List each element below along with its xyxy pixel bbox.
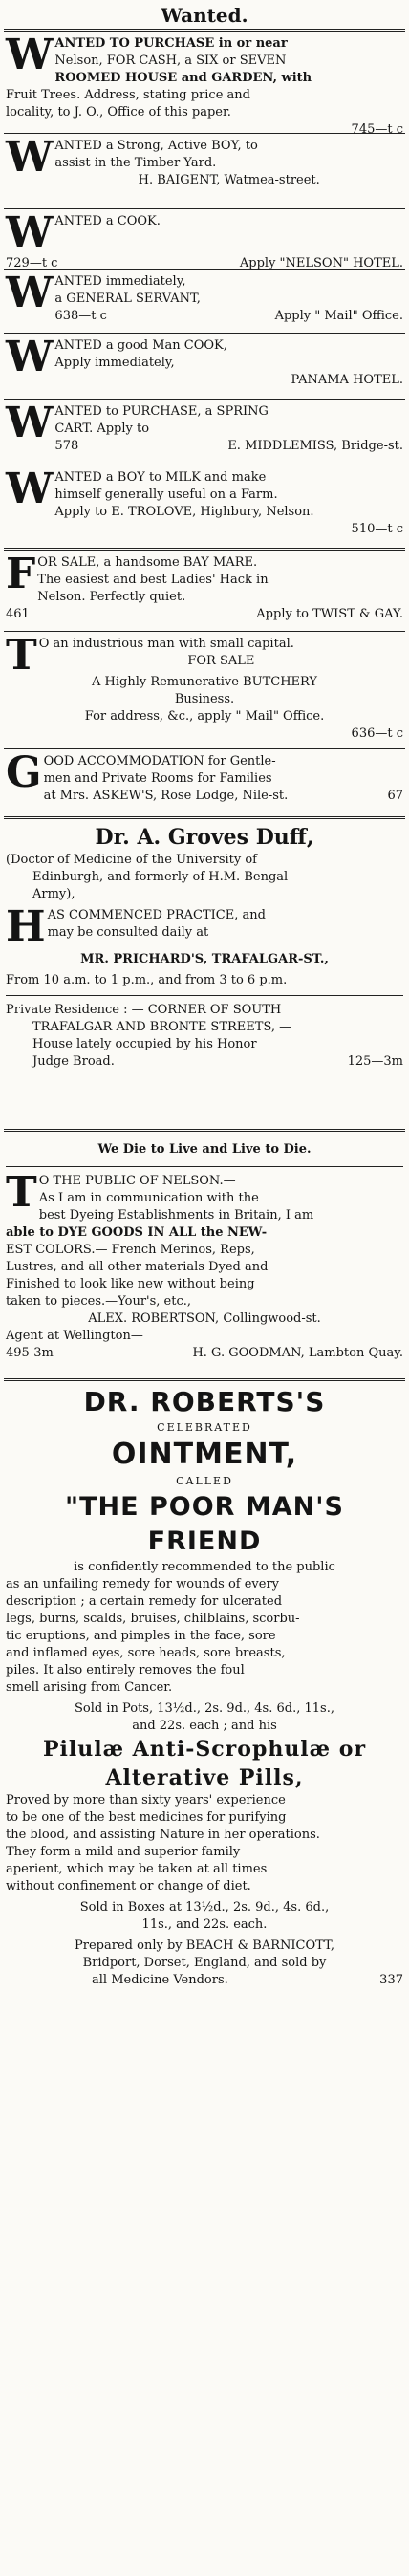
ad-doctor-duff xyxy=(0,819,409,1129)
banner-pilulae: Pilulæ Anti-Scrophulæ or xyxy=(42,1737,367,1762)
ad-line: Army), xyxy=(32,887,75,901)
ad-line: House lately occupied by his Honor xyxy=(32,1037,257,1051)
ad-line: ANTED a BOY to MILK and make xyxy=(54,470,267,485)
ad-line: a GENERAL SERVANT, xyxy=(54,292,201,306)
divider xyxy=(6,995,403,996)
ad-code: 745—t c xyxy=(351,122,403,133)
doctor-name: Dr. A. Groves Duff, xyxy=(95,825,314,850)
drop-cap: W xyxy=(6,270,54,317)
ad-code: 578 xyxy=(54,439,79,453)
ad-signature: H. G. GOODMAN, Lambton Quay. xyxy=(192,1346,403,1360)
ad-signature: H. BAIGENT, Watmea-street. xyxy=(138,173,320,187)
ad-signature: Apply " Mail" Office. xyxy=(274,309,403,323)
ad-timber-boy xyxy=(0,134,409,208)
ad-signature: ALEX. ROBERTSON, Collingwood-st. xyxy=(88,1311,321,1326)
drop-cap: W xyxy=(6,209,54,257)
ad-signature: Apply "NELSON" HOTEL. xyxy=(239,256,403,269)
ad-line: best Dyeing Establishments in Britain, I am xyxy=(38,1208,314,1223)
ad-line: MR. PRICHARD'S, TRAFALGAR-ST., xyxy=(80,952,329,966)
ad-code: 337 xyxy=(379,1973,403,1987)
ad-line: O an industrious man with small capital. xyxy=(38,637,294,651)
drop-cap: F xyxy=(6,551,36,598)
ad-line: smell arising from Cancer. xyxy=(6,1680,173,1695)
ad-line: assist in the Timber Yard. xyxy=(54,156,217,170)
ad-line: EST COLORS.— French Merinos, Reps, xyxy=(6,1243,255,1257)
ad-line: Finished to look like new without being xyxy=(6,1277,255,1291)
drop-cap: W xyxy=(6,400,54,447)
divider xyxy=(6,1166,403,1167)
ad-line: as an unfailing remedy for wounds of every xyxy=(6,1577,280,1591)
ad-line: Lustres, and all other materials Dyed and xyxy=(6,1260,269,1274)
drop-cap: W xyxy=(6,32,54,79)
ad-line: (Doctor of Medicine of the University of xyxy=(6,853,257,867)
drop-cap: T xyxy=(6,1168,37,1217)
ad-line: Private Residence : — CORNER OF SOUTH xyxy=(6,1003,282,1017)
ad-line: able to DYE GOODS IN ALL the NEW- xyxy=(6,1225,268,1240)
ad-line: Judge Broad. xyxy=(32,1054,115,1069)
ad-line: tic eruptions, and pimples in the face, sore xyxy=(6,1629,276,1643)
banner-called: CALLED xyxy=(176,1475,233,1487)
ad-line: description ; a certain remedy for ulcerated xyxy=(6,1594,283,1609)
ad-line: OOD ACCOMMODATION for Gentle- xyxy=(43,754,276,768)
ad-ointment xyxy=(0,1381,409,2018)
ad-signature: Apply to TWIST & GAY. xyxy=(256,607,403,621)
ad-line: ANTED TO PURCHASE in or near xyxy=(54,36,288,51)
ad-line: OR SALE, a handsome BAY MARE. xyxy=(37,555,258,570)
ad-line: CART. Apply to xyxy=(54,422,150,436)
ad-code: 125—3m xyxy=(347,1054,403,1069)
ad-line: Proved by more than sixty years' experience xyxy=(6,1793,286,1808)
ad-line: Agent at Wellington— xyxy=(6,1329,143,1343)
banner-celebrated: CELEBRATED xyxy=(157,1421,252,1434)
drop-cap: T xyxy=(6,632,37,680)
ad-line: locality, to J. O., Office of this paper. xyxy=(6,105,231,119)
ad-dyeing xyxy=(0,1132,409,1378)
ad-line: Apply to E. TROLOVE, Highbury, Nelson. xyxy=(54,505,314,519)
ad-signature: E. MIDDLEMISS, Bridge-st. xyxy=(227,439,403,453)
ad-bay-mare xyxy=(0,551,409,631)
ad-man-cook xyxy=(0,334,409,399)
ad-line: Sold in Pots, 13½d., 2s. 9d., 4s. 6d., 11s., xyxy=(75,1701,334,1716)
ad-line: For address, &c., apply " Mail" Office. xyxy=(84,709,325,724)
ad-line: FOR SALE xyxy=(187,654,255,668)
ad-line: The easiest and best Ladies' Hack in xyxy=(37,573,269,587)
ad-line: Business. xyxy=(174,692,235,706)
ad-spring-cart xyxy=(0,400,409,465)
ad-line: Apply immediately, xyxy=(54,356,175,370)
ad-house-purchase xyxy=(0,32,409,133)
drop-cap: H xyxy=(6,902,46,951)
ad-line: legs, burns, scalds, bruises, chilblains, scorbu- xyxy=(6,1612,300,1626)
ad-line: Prepared only by BEACH & BARNICOTT, xyxy=(75,1938,334,1953)
ad-line: O THE PUBLIC OF NELSON.— xyxy=(38,1174,236,1188)
banner-alterative-pills: Alterative Pills, xyxy=(105,1765,304,1790)
ad-line: Nelson. Perfectly quiet. xyxy=(37,590,186,604)
ad-line: ROOMED HOUSE and GARDEN, with xyxy=(54,71,312,85)
ad-title: We Die to Live and Live to Die. xyxy=(97,1142,312,1157)
drop-cap: W xyxy=(6,134,54,182)
ad-accommodation xyxy=(0,749,409,816)
ad-line: 11s., and 22s. each. xyxy=(141,1917,268,1932)
ad-line: aperient, which may be taken at all times xyxy=(6,1862,268,1876)
ad-signature: PANAMA HOTEL. xyxy=(291,373,403,387)
ad-line: They form a mild and superior family xyxy=(6,1845,241,1859)
banner-ointment: OINTMENT, xyxy=(111,1438,298,1471)
ad-cook xyxy=(0,209,409,269)
ad-code: 636—t c xyxy=(351,726,403,741)
ad-line: is confidently recommended to the public xyxy=(74,1560,335,1574)
ad-line: Bridport, Dorset, England, and sold by xyxy=(82,1956,327,1970)
ad-code: 510—t c xyxy=(351,522,403,536)
ad-line: ANTED a Strong, Active BOY, to xyxy=(54,139,258,153)
ad-line: TRAFALGAR AND BRONTE STREETS, — xyxy=(32,1020,292,1034)
ad-line: ANTED a good Man COOK, xyxy=(54,338,227,353)
ad-line: himself generally useful on a Farm. xyxy=(54,487,278,502)
ad-line: and 22s. each ; and his xyxy=(132,1719,277,1733)
drop-cap: G xyxy=(6,749,42,797)
ad-line: As I am in communication with the xyxy=(38,1191,259,1205)
banner-poor-mans-friend: "THE POOR MAN'S FRIEND xyxy=(65,1492,344,1556)
ad-line: Edinburgh, and formerly of H.M. Bengal xyxy=(32,870,289,884)
ad-line: at Mrs. ASKEW'S, Rose Lodge, Nile-st. xyxy=(43,789,289,803)
ad-line: AS COMMENCED PRACTICE, and xyxy=(47,908,266,922)
section-heading: Wanted. xyxy=(161,4,248,27)
ad-line: may be consulted daily at xyxy=(47,925,209,940)
ad-line: men and Private Rooms for Families xyxy=(43,771,272,786)
ad-butchery xyxy=(0,632,409,748)
ad-line: ANTED to PURCHASE, a SPRING xyxy=(54,404,269,419)
ad-line: ANTED immediately, xyxy=(54,274,186,289)
ad-code: 495-3m xyxy=(6,1346,54,1360)
ad-code: 729—t c xyxy=(6,256,58,269)
ad-line: A Highly Remunerative BUTCHERY xyxy=(91,675,318,689)
ad-line: all Medicine Vendors. xyxy=(92,1973,228,1987)
drop-cap: W xyxy=(6,465,54,513)
banner-roberts: DR. ROBERTS'S xyxy=(83,1386,326,1418)
ad-code: 67 xyxy=(387,789,403,803)
ad-line: Sold in Boxes at 13½d., 2s. 9d., 4s. 6d., xyxy=(79,1900,330,1915)
ad-line: ANTED a COOK. xyxy=(54,214,161,228)
ad-line: piles. It also entirely removes the foul xyxy=(6,1663,245,1678)
ad-line: taken to pieces.—Your's, etc., xyxy=(6,1294,192,1309)
ad-line: the blood, and assisting Nature in her operations. xyxy=(6,1828,320,1842)
ad-line: to be one of the best medicines for purifying xyxy=(6,1810,287,1825)
ad-line: Fruit Trees. Address, stating price and xyxy=(6,88,250,102)
ad-line: Nelson, FOR CASH, a SIX or SEVEN xyxy=(54,54,287,68)
ad-line: without confinement or change of diet. xyxy=(6,1879,251,1894)
ad-code: 461 xyxy=(6,607,30,621)
ad-code: 638—t c xyxy=(54,309,107,323)
ad-milk-boy xyxy=(0,465,409,548)
ad-general-servant xyxy=(0,270,409,333)
drop-cap: W xyxy=(6,334,54,381)
ad-line: From 10 a.m. to 1 p.m., and from 3 to 6 p.m. xyxy=(6,973,288,987)
ad-line: and inflamed eyes, sore heads, sore breasts, xyxy=(6,1646,286,1660)
